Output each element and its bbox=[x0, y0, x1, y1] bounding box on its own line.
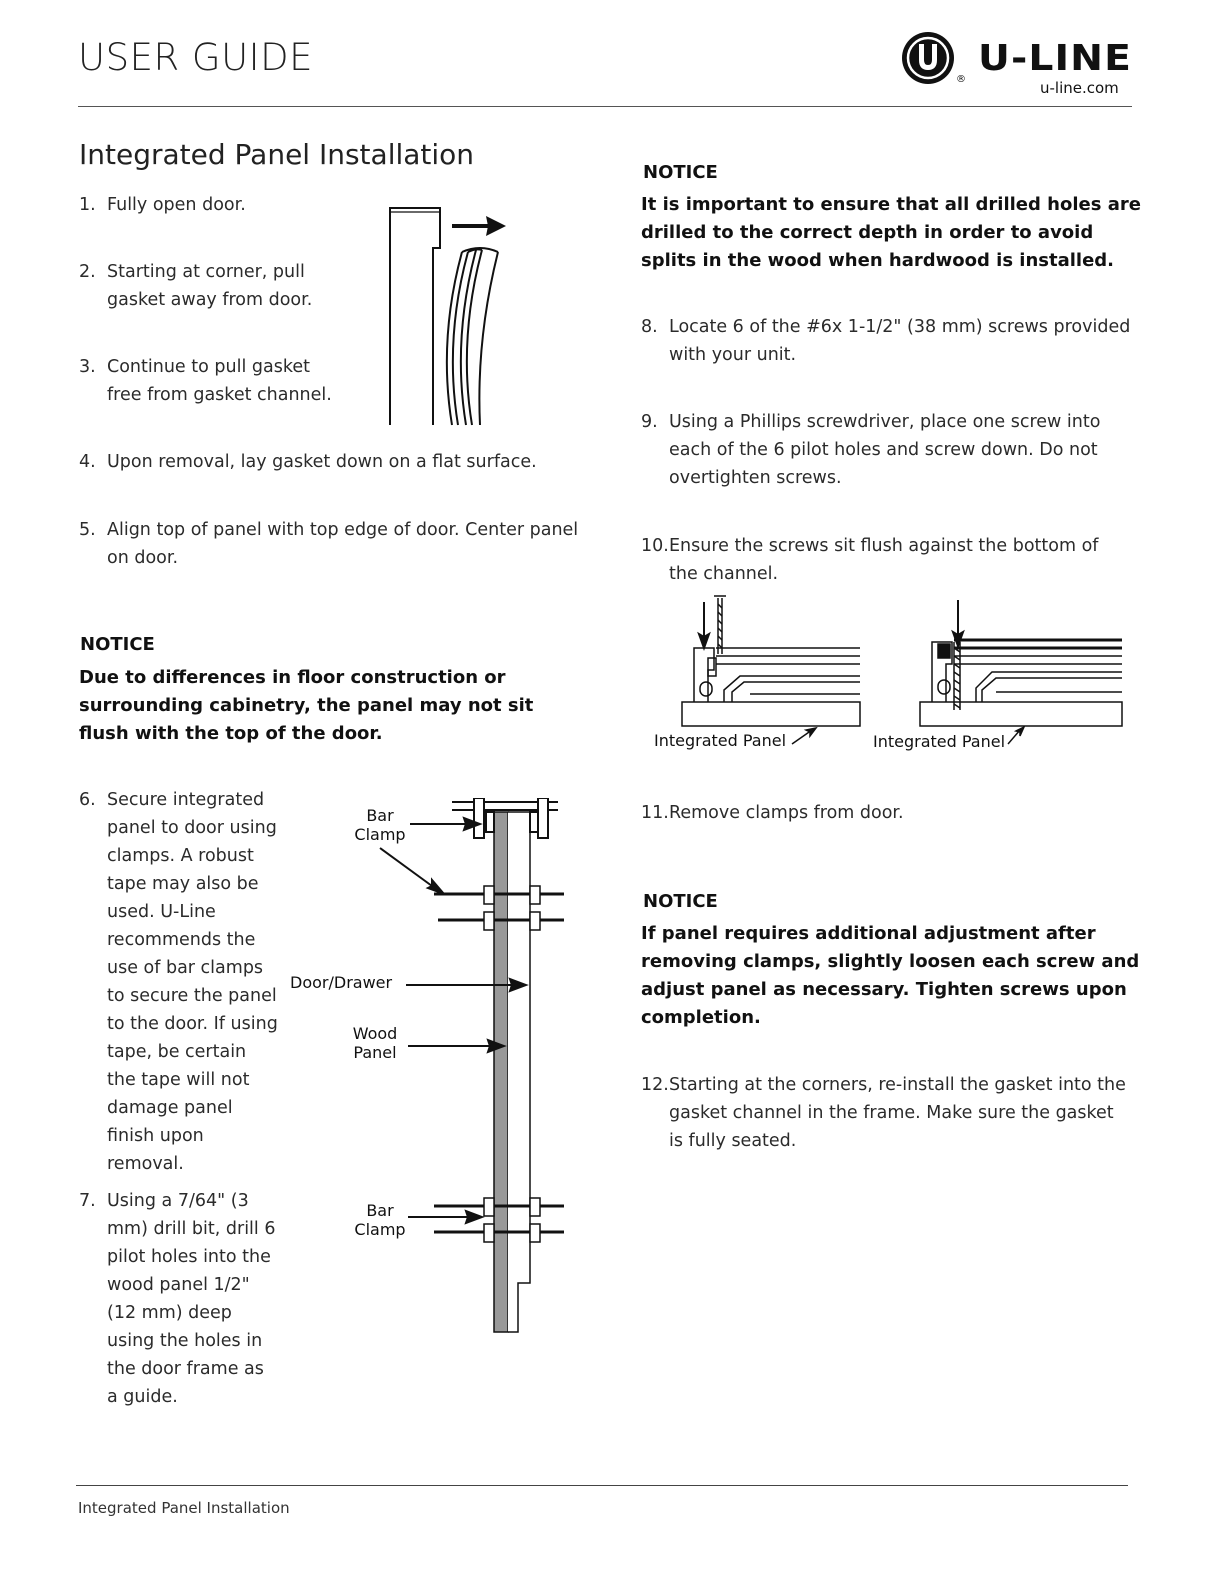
step-text: Fully open door. bbox=[107, 195, 246, 215]
step-number: 2. bbox=[79, 262, 96, 282]
footer-text: Integrated Panel Installation bbox=[78, 1499, 290, 1517]
bar-clamp-bottom-label: Bar Clamp bbox=[354, 1201, 406, 1239]
u-line-logo bbox=[900, 30, 1140, 86]
notice-text: It is important to ensure that all drilled holes are drilled to the correct depth in order to avoid splits in the wood when hardwood is installed. bbox=[641, 194, 1141, 271]
brand-url: u-line.com bbox=[1040, 79, 1119, 97]
step-number: 6. bbox=[79, 790, 96, 810]
step-text: Align top of panel with top edge of door. Center panel on door. bbox=[107, 520, 579, 568]
step-number: 3. bbox=[79, 357, 96, 377]
step-number: 12. bbox=[641, 1075, 669, 1095]
clamp-diagram-arrows bbox=[370, 810, 550, 1240]
step-6 bbox=[79, 786, 279, 1178]
step-2 bbox=[79, 258, 324, 314]
step-text: Using a 7/64" (3 mm) drill bit, drill 6 pilot holes into the wood panel 1/2" (12 mm) deep using the holes in the door frame as a guide. bbox=[107, 1191, 276, 1407]
notice-label: NOTICE bbox=[643, 162, 718, 183]
gasket-removal-diagram bbox=[380, 200, 520, 430]
footer-divider bbox=[76, 1485, 1128, 1486]
step-7 bbox=[79, 1187, 279, 1411]
step-5 bbox=[79, 516, 579, 572]
door-drawer-label: Door/Drawer bbox=[290, 973, 393, 992]
screw-before-diagram bbox=[680, 590, 870, 730]
step-text: Remove clamps from door. bbox=[669, 803, 904, 823]
step-text: Using a Phillips screwdriver, place one screw into each of the 6 pilot holes and screw down. Do not overtighten screws. bbox=[669, 412, 1101, 488]
step-number: 9. bbox=[641, 412, 658, 432]
notice-text: If panel requires additional adjustment after removing clamps, slightly loosen each screw and adjust panel as necessary. Tighten screws upon completion. bbox=[641, 923, 1140, 1028]
step-text: Continue to pull gasket free from gasket channel. bbox=[107, 357, 332, 405]
integrated-panel-label-left: Integrated Panel bbox=[654, 731, 787, 750]
section-title: Integrated Panel Installation bbox=[79, 138, 475, 171]
wood-panel-label: Wood Panel bbox=[352, 1024, 398, 1062]
step-3 bbox=[79, 353, 339, 409]
header-divider bbox=[78, 106, 1132, 107]
brand-name: U-LINE bbox=[978, 38, 1132, 79]
step-text: Starting at corner, pull gasket away from door. bbox=[107, 262, 313, 310]
step-4 bbox=[79, 448, 579, 476]
step-number: 8. bbox=[641, 317, 658, 337]
page-title: USER GUIDE bbox=[78, 36, 313, 79]
notice-label: NOTICE bbox=[643, 891, 718, 912]
registered-mark: ® bbox=[956, 74, 966, 85]
step-text: Starting at the corners, re-install the gasket into the gasket channel in the frame. Make sure the gasket is fully seated. bbox=[669, 1075, 1126, 1151]
notice-text: Due to differences in floor construction or surrounding cabinetry, the panel may not sit flush with the top of the door. bbox=[79, 667, 534, 744]
step-8 bbox=[641, 313, 1131, 369]
step-text: Locate 6 of the #6x 1-1/2" (38 mm) screws provided with your unit. bbox=[669, 317, 1131, 365]
step-text: Secure integrated panel to door using clamps. A robust tape may also be used. U-Line recommends the use of bar clamps to secure the panel to the door. If using tape, be certain the tape will not damage panel finish upon removal. bbox=[107, 790, 278, 1174]
step-number: 11. bbox=[641, 803, 669, 823]
panel-pointer-arrow-right bbox=[1004, 726, 1028, 748]
step-11 bbox=[641, 799, 1131, 827]
step-12 bbox=[641, 1071, 1131, 1155]
bar-clamp-top-label: Bar Clamp bbox=[354, 806, 406, 844]
step-number: 1. bbox=[79, 195, 96, 215]
panel-pointer-arrow-left bbox=[788, 726, 820, 748]
notice-label: NOTICE bbox=[80, 634, 155, 655]
step-number: 4. bbox=[79, 452, 96, 472]
step-10 bbox=[641, 532, 1131, 588]
screw-after-diagram bbox=[916, 598, 1126, 728]
step-1 bbox=[79, 191, 339, 219]
step-text: Upon removal, lay gasket down on a flat surface. bbox=[107, 452, 537, 472]
step-number: 7. bbox=[79, 1191, 96, 1211]
integrated-panel-label-right: Integrated Panel bbox=[873, 732, 1006, 751]
step-number: 5. bbox=[79, 520, 96, 540]
step-9 bbox=[641, 408, 1131, 492]
step-text: Ensure the screws sit flush against the bottom of the channel. bbox=[669, 536, 1099, 584]
step-number: 10. bbox=[641, 536, 669, 556]
